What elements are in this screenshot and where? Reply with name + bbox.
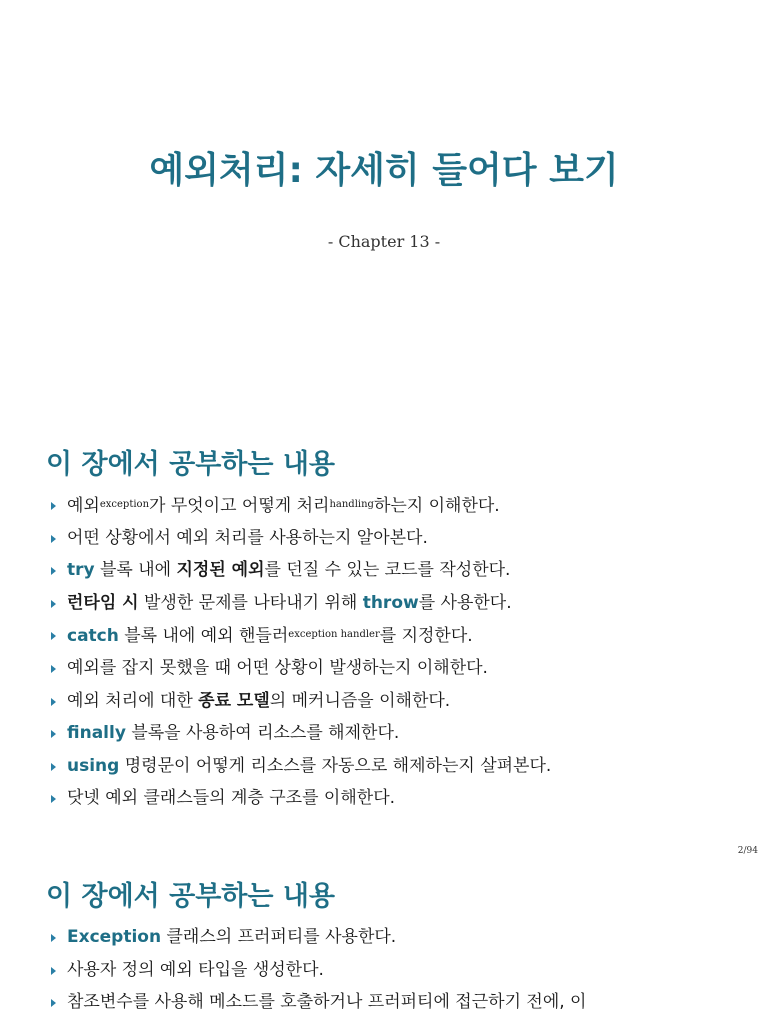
bullet-item — [50, 722, 760, 755]
bullet-text: 가 무엇이고 어떻게 처리 — [149, 496, 330, 516]
bullet-text: 종료 모델 — [198, 690, 270, 711]
bullet-text: 예외 — [67, 496, 100, 516]
bullet-item — [50, 494, 760, 527]
bullet-arrow-icon — [51, 665, 56, 673]
bullet-text: 발생한 문제를 나타내기 위해 — [138, 592, 363, 613]
bullet-text: 하는지 이해한다. — [373, 496, 500, 516]
bullet-arrow-icon — [51, 502, 56, 510]
bullet-item — [50, 559, 760, 592]
bullet-text: using — [67, 755, 120, 776]
bullet-text: 의 메커니즘을 이해한다. — [269, 690, 451, 711]
bullet-item — [50, 787, 760, 820]
bullet-text: 블록을 사용하여 리소스를 해제한다. — [125, 723, 400, 744]
bullet-text: Exception — [67, 927, 162, 947]
bullet-item — [50, 755, 760, 788]
bullet-text: 닷넷 예외 클래스들의 계층 구조를 이해한다. — [67, 788, 396, 809]
bullet-item — [50, 592, 760, 625]
bullet-text: 를 사용한다. — [418, 592, 512, 613]
bullet-text: 명령문이 어떻게 리소스를 자동으로 해제하는지 살펴본다. — [119, 755, 552, 776]
bullet-text: 사용자 정의 예외 타입을 생성한다. — [67, 959, 324, 980]
bullet-arrow-icon — [51, 567, 56, 575]
bullet-arrow-icon — [51, 535, 56, 543]
bullet-text: 런타임 시 — [67, 592, 139, 613]
bullet-arrow-icon — [51, 763, 56, 771]
bullet-text: 를 던질 수 있는 코드를 작성한다. — [264, 560, 511, 581]
section-heading: 이 장에서 공부하는 내용 — [46, 449, 336, 480]
bullet-arrow-icon — [51, 632, 56, 640]
bullet-text: catch — [67, 626, 119, 647]
bullet-text: exception handler — [288, 629, 380, 641]
bullet-item — [50, 991, 760, 1024]
bullet-text: finally — [67, 723, 126, 744]
bullet-text: 를 지정한다. — [379, 626, 473, 647]
page-number: 2/94 — [737, 846, 758, 856]
bullet-text: 지정된 예외 — [176, 560, 265, 581]
learning-goals-list-2 — [50, 926, 760, 1024]
bullet-item — [50, 690, 760, 723]
bullet-text: 참조변수를 사용해 메소드를 호출하거나 프러퍼티에 접근하기 전에, 이 — [67, 992, 587, 1013]
bullet-text: 블록 내에 예외 핸들러 — [118, 626, 289, 647]
bullet-arrow-icon — [51, 600, 56, 608]
bullet-text: 예외 처리에 대한 — [67, 690, 199, 711]
bullet-text: exception — [99, 499, 150, 510]
bullet-arrow-icon — [51, 698, 56, 706]
bullet-text: try — [67, 560, 95, 581]
slide-title: 예외처리: 자세히 들어다 보기 — [149, 150, 619, 191]
bullet-arrow-icon — [51, 795, 56, 803]
bullet-text: 예외를 잡지 못했을 때 어떤 상황이 발생하는지 이해한다. — [67, 657, 488, 678]
bullet-item — [50, 527, 760, 560]
chapter-subtitle: - Chapter 13 - — [327, 232, 441, 251]
bullet-text: 어떤 상황에서 예외 처리를 사용하는지 알아본다. — [67, 527, 428, 548]
bullet-text: handling — [329, 499, 374, 510]
learning-goals-list — [50, 494, 760, 820]
bullet-arrow-icon — [51, 999, 56, 1007]
section-heading-2: 이 장에서 공부하는 내용 — [46, 881, 336, 912]
bullet-item — [50, 926, 760, 959]
bullet-text: 블록 내에 — [94, 560, 177, 581]
bullet-arrow-icon — [51, 934, 56, 942]
bullet-text: 클래스의 프러퍼티를 사용한다. — [161, 927, 397, 947]
bullet-arrow-icon — [51, 730, 56, 738]
bullet-arrow-icon — [51, 967, 56, 975]
bullet-item — [50, 657, 760, 690]
bullet-text: throw — [362, 592, 419, 613]
bullet-item — [50, 624, 760, 657]
bullet-item — [50, 959, 760, 992]
